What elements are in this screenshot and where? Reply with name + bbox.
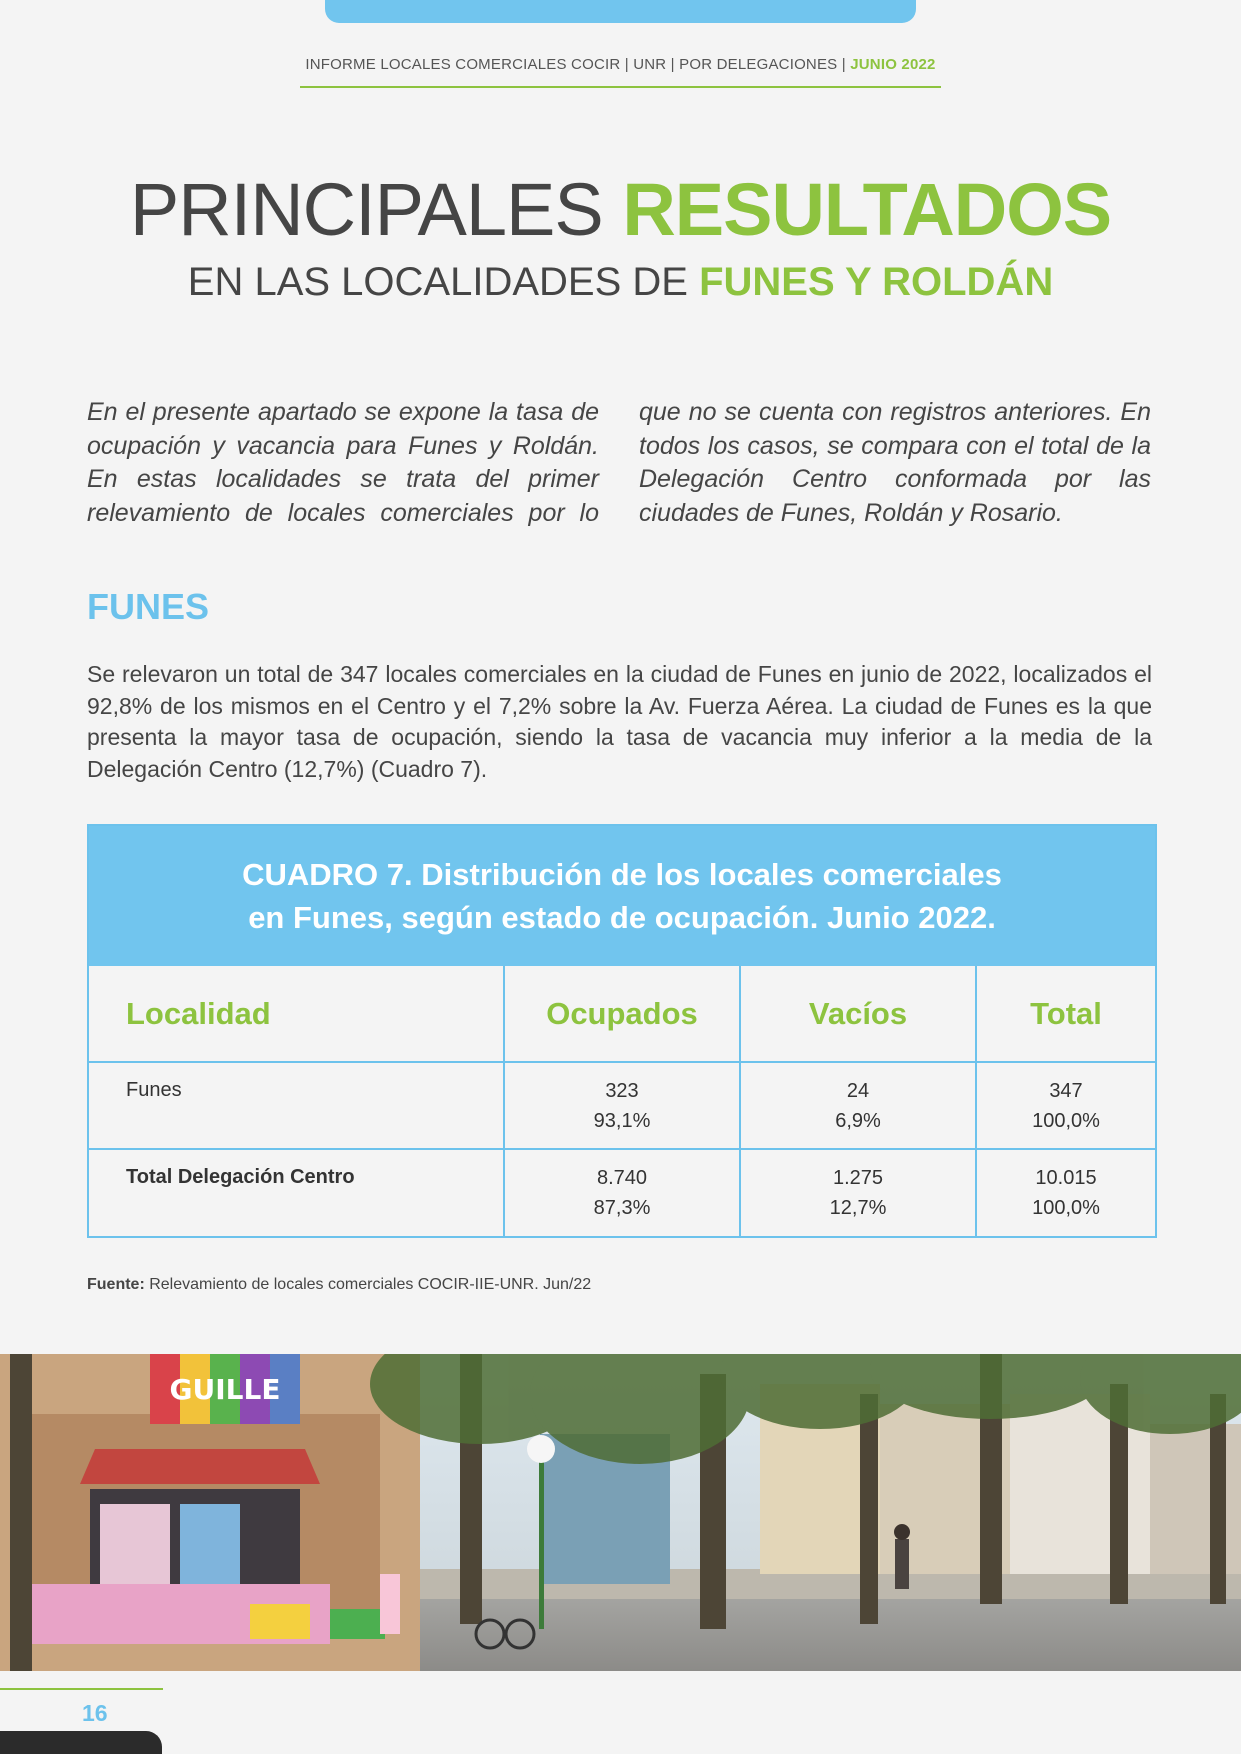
cell-total [976,1149,1155,1236]
section-paragraph-funes: Se relevaron un total de 347 locales comerciales en la ciudad de Funes en junio de 2022, localizados el 92,8% de los mismos en el Centro y el 7,2% sobre la Av. Fuerza Aérea. La ciudad de Funes es la que presenta la mayor tasa de ocupación, siendo la tasa de vacancia muy inferior a la media de la Delegación Centro (12,7%) (Cuadro 7). [87,661,1152,782]
cell-ocupados [504,1062,740,1149]
page-number: 16 [82,1700,108,1726]
page-title-accent: RESULTADOS [622,168,1112,251]
cuadro-7-table [87,824,1157,1238]
table-row [89,1149,1155,1236]
page-title [0,170,1241,250]
cell-ocupados-pct: 87,3% [593,1197,651,1219]
running-header-date: JUNIO 2022 [850,56,936,73]
cell-localidad: Total Delegación Centro [89,1149,504,1236]
cell-vacios-count: 1.275 [832,1167,884,1189]
cell-vacios-count: 24 [846,1079,870,1102]
intro-paragraph-left: En el presente apartado se expone la tasa de ocupación y vacancia para Funes y Roldán. En estas localidades se trata del primer relevamiento de locales comerciales por lo [87,398,599,527]
header-ocupados: Ocupados [504,966,740,1062]
running-header [300,56,941,73]
table-caption-line-2: en Funes, según estado de ocupación. Junio 2022. [248,900,996,935]
cell-total-count: 10.015 [1035,1167,1097,1189]
cell-vacios [740,1062,976,1149]
source-text: Relevamiento de locales comerciales COCIR-IIE-UNR. Jun/22 [144,1276,592,1293]
cell-total-pct: 100,0% [1032,1109,1100,1132]
header-vacios: Vacíos [740,966,976,1062]
shop-sign-text: GUILLE [169,1373,281,1406]
street-photo-illustration [0,1354,1241,1671]
data-table [89,966,1155,1236]
street-photo [0,1354,1241,1671]
running-header-text: INFORME LOCALES COMERCIALES COCIR | UNR | POR DELEGACIONES | [305,56,851,73]
cell-ocupados-count: 323 [605,1079,639,1102]
source-note [87,1276,591,1294]
page-subtitle-plain: EN LAS LOCALIDADES DE [187,260,700,304]
cell-vacios-pct: 12,7% [829,1197,887,1219]
cell-total [976,1062,1155,1149]
cell-total-count: 347 [1049,1079,1083,1102]
header-total: Total [976,966,1155,1062]
cell-localidad: Funes [89,1062,504,1149]
page-title-plain: PRINCIPALES [129,168,623,251]
header-divider [300,86,941,88]
top-decorative-tab [325,0,916,23]
cell-total-pct: 100,0% [1032,1197,1100,1219]
table-caption-line-1: CUADRO 7. Distribución de los locales comerciales [242,857,1002,892]
page-subtitle-accent: FUNES Y ROLDÁN [699,260,1054,304]
bottom-decorative-tab [0,1731,162,1754]
cell-ocupados [504,1149,740,1236]
source-label: Fuente: [87,1276,145,1293]
section-heading-funes: FUNES [87,586,210,627]
intro-paragraph-right: que no se cuenta con registros anteriores. En todos los casos, se compara con el total de la Delegación Centro conformada por las ciudades de Funes, Roldán y Rosario. [639,398,1151,527]
cell-ocupados-count: 8.740 [596,1167,648,1189]
table-row [89,1062,1155,1149]
cell-vacios-pct: 6,9% [835,1109,881,1132]
footer-divider [0,1688,163,1690]
page-subtitle [0,258,1241,306]
header-localidad: Localidad [89,966,504,1062]
cell-vacios [740,1149,976,1236]
table-header-row [89,966,1155,1062]
cell-ocupados-pct: 93,1% [593,1109,651,1132]
table-caption [89,826,1155,966]
